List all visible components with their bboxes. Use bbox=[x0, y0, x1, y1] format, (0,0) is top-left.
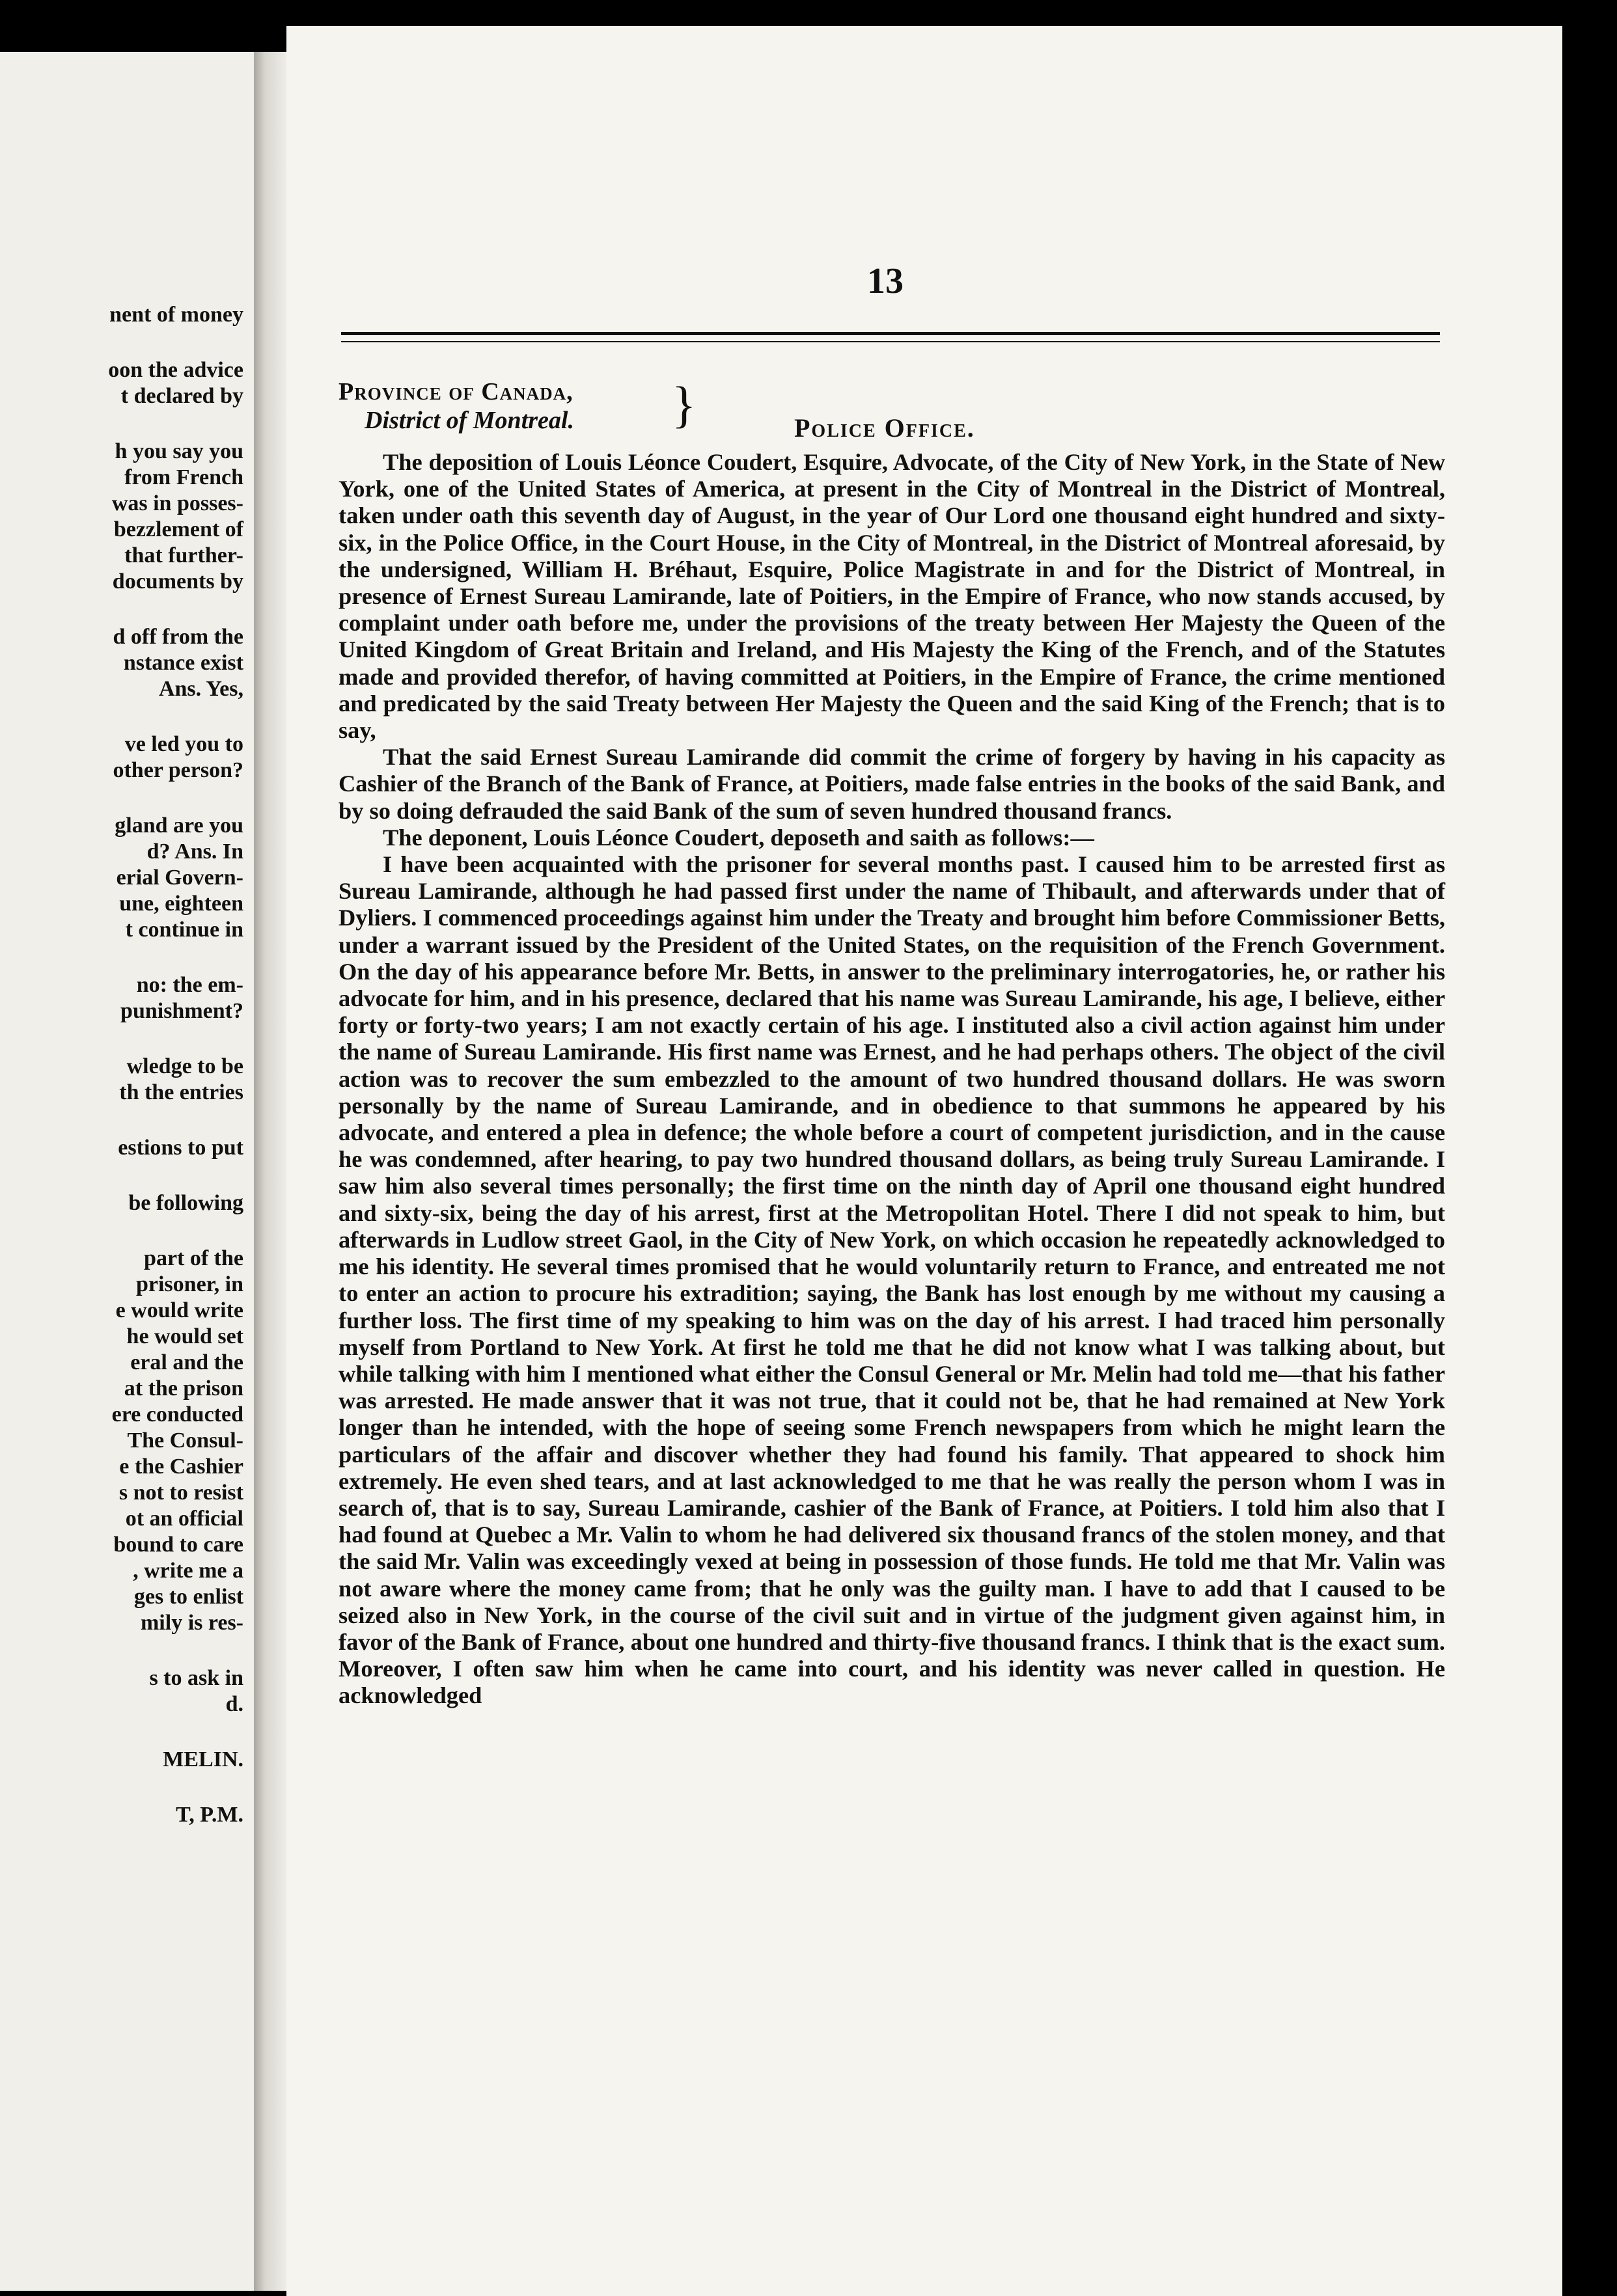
left-page-line: s not to resist bbox=[118, 1481, 243, 1505]
left-page-line: other person? bbox=[113, 758, 243, 782]
left-page-line: documents by bbox=[112, 569, 243, 594]
left-page-line: e would write bbox=[115, 1298, 243, 1322]
left-page-line: T, P.M. bbox=[176, 1803, 243, 1827]
left-page-line: mily is res- bbox=[140, 1611, 243, 1635]
left-page-line: punishment? bbox=[120, 999, 243, 1023]
header-rule-thin bbox=[341, 341, 1440, 342]
left-page-line: ere conducted bbox=[111, 1402, 243, 1427]
left-page-line: gland are you bbox=[115, 813, 243, 838]
left-page-line: was in posses- bbox=[111, 491, 243, 515]
left-page-line: wledge to be bbox=[126, 1054, 243, 1078]
left-page-line: that further- bbox=[124, 543, 243, 567]
left-page-line: nent of money bbox=[109, 303, 243, 327]
left-page-line: s to ask in bbox=[149, 1666, 243, 1690]
district-heading: District of Montreal. bbox=[365, 407, 574, 434]
jurisdiction-heading bbox=[339, 377, 1445, 449]
paragraph-preamble: The deposition of Louis Léonce Coudert, Esquire, Advocate, of the City of New York, in the State of New York, one of the United States of America, at present in the City of Montreal in the District of Montreal, taken under oath this seventh day of August, in the year of Our Lord one thousand eight hundred and sixty-six, in the Police Office, in the Court House, in the City of Montreal, in the District of Montreal aforesaid, by the undersigned, William H. Bréhaut, Esquire, Police Magistrate in and for the District of Montreal, in presence of Ernest Sureau Lamirande, late of Poitiers, in the Empire of France, who now stands accused, by complaint under oath before me, under the provisions of the treaty between Her Majesty the Queen of the United Kingdom of Great Britain and Ireland, and His Majesty the King of the French, and of the Statutes made and provided therefor, of having committed at Poitiers, in the Empire of France, the crime mentioned and predicated by the said Treaty between Her Majesty the Queen and the said King of the French; that is to say, bbox=[339, 449, 1445, 744]
paragraph-deponent: The deponent, Louis Léonce Coudert, deposeth and saith as follows:— bbox=[383, 824, 1094, 851]
left-page-line: h you say you bbox=[115, 439, 243, 463]
left-page-line: , write me a bbox=[133, 1559, 243, 1583]
previous-page-fragment bbox=[0, 52, 254, 2291]
paragraph-testimony: I have been acquainted with the prisoner for several months past. I caused him to be arrested first as Sureau Lamirande, although he had passed first under the name of Thibault, and afterwards under that of Dyliers. I commenced proceedings against him under the Treaty and brought him before Commissioner Betts, under a warrant issued by the President of the United States, on the requisition of the French Government. On the day of his appearance before Mr. Betts, in answer to the preliminary interrogatories, he, or rather his advocate for him, and in his presence, declared that his name was Sureau Lamirande, his age, I believe, either forty or forty-two years; I am not exactly certain of his age. I instituted also a civil action against him under the name of Sureau Lamirande. His first name was Ernest, and he had perhaps others. The object of the civil action was to recover the sum embezzled to the amount of two hundred thousand dollars. He was sworn personally by the name of Sureau Lamirande, and in obedience to that summons he appeared by his advocate, and entered a plea in defence; the whole before a court of competent jurisdiction, and in the cause he was condemned, after hearing, to pay two hundred thousand dollars, as being truly Sureau Lamirande. I saw him also several times personally; the first time on the ninth day of April one thousand eight hundred and sixty-six, being the day of his arrest, first at the Metropolitan Hotel. There I did not speak to him, but afterwards in Ludlow street Gaol, in the City of New York, on which occasion he repeatedly acknowledged to me his identity. He several times promised that he would voluntarily return to France, and entreated me not to enter an action to procure his extradition; saying, the Bank has lost enough by me without my causing a further loss. The first time of my speaking to him was on the day of his arrest. I had traced him personally myself from Portland to New York. At first he told me that he did not know what I was talking about, but while talking with him I mentioned what either the Consul General or Mr. Melin had told me—that his father was arrested. He made answer that it was not true, that it could not be, that he had remained at New York longer than he intended, with the hope of seeing some French newspapers from which he might learn the particulars of the affair and discover whether they had found his family. That appeared to shock him extremely. He even shed tears, and at last acknowledged to me that he was really the person whom I was in search of, that is to say, Sureau Lamirande, cashier of the Bank of France, at Poitiers. I told him also that I had found at Quebec a Mr. Valin to whom he had delivered six thousand francs of the stolen money, and that the said Mr. Valin was exceedingly vexed at being in possession of those funds. He told me that Mr. Valin was not aware where the money came from; that he only was the guilty man. I have to add that I caused to be seized also in New York, in the course of the civil suit and in virtue of the judgment given against him, in favor of the Bank of France, about one hundred and thirty-five thousand francs. I think that is the exact sum. Moreover, I often saw him when he came into court, and his identity was never called in question. He acknowledged bbox=[339, 851, 1445, 1709]
left-page-line: t continue in bbox=[125, 918, 243, 942]
left-page-line: e the Cashier bbox=[119, 1455, 243, 1479]
header-rule-thick bbox=[341, 332, 1440, 335]
left-page-line: nstance exist bbox=[123, 651, 243, 675]
left-page-line: be following bbox=[128, 1191, 243, 1215]
left-page-line: ges to enlist bbox=[133, 1585, 243, 1609]
left-page-line: bezzlement of bbox=[113, 517, 243, 541]
left-page-line: erial Govern- bbox=[116, 866, 243, 890]
left-page-line: d off from the bbox=[113, 625, 243, 649]
heading-brace: } bbox=[672, 376, 697, 433]
left-page-line: The Consul- bbox=[127, 1428, 243, 1453]
left-page-line: MELIN. bbox=[163, 1747, 243, 1771]
left-page-line: d. bbox=[225, 1692, 243, 1716]
left-page-line: bound to care bbox=[113, 1533, 243, 1557]
paragraph-charge: That the said Ernest Sureau Lamirande did commit the crime of forgery by having in his capacity as Cashier of the Branch of the Bank of France, at Poitiers, made false entries in the books of the said Bank, and by so doing defrauded the said Bank of the sum of seven hundred thousand francs. bbox=[339, 744, 1445, 824]
left-page-line: eral and the bbox=[130, 1350, 243, 1374]
left-page-line: ve led you to bbox=[124, 732, 243, 756]
left-page-line: d? Ans. In bbox=[146, 840, 243, 864]
left-page-line: he would set bbox=[126, 1324, 243, 1348]
police-office-heading: Police Office. bbox=[794, 413, 975, 443]
left-page-line: from French bbox=[124, 465, 243, 489]
left-page-line: Ans. Yes, bbox=[158, 677, 243, 701]
left-page-line: no: the em- bbox=[136, 973, 243, 997]
page-number: 13 bbox=[867, 261, 904, 301]
page-gutter bbox=[254, 52, 286, 2291]
document-page bbox=[286, 26, 1562, 2296]
left-page-line: prisoner, in bbox=[135, 1272, 243, 1296]
left-page-line: oon the advice bbox=[108, 358, 243, 382]
left-page-line: une, eighteen bbox=[119, 892, 243, 916]
left-page-line: part of the bbox=[144, 1246, 243, 1270]
left-page-line: estions to put bbox=[118, 1136, 243, 1160]
deposition-body bbox=[339, 449, 1445, 1710]
left-page-line: ot an official bbox=[125, 1507, 243, 1531]
left-page-line: at the prison bbox=[124, 1376, 243, 1401]
left-page-line: th the entries bbox=[119, 1080, 243, 1104]
left-page-line: t declared by bbox=[120, 384, 243, 408]
province-heading: Province of Canada, bbox=[339, 378, 574, 405]
